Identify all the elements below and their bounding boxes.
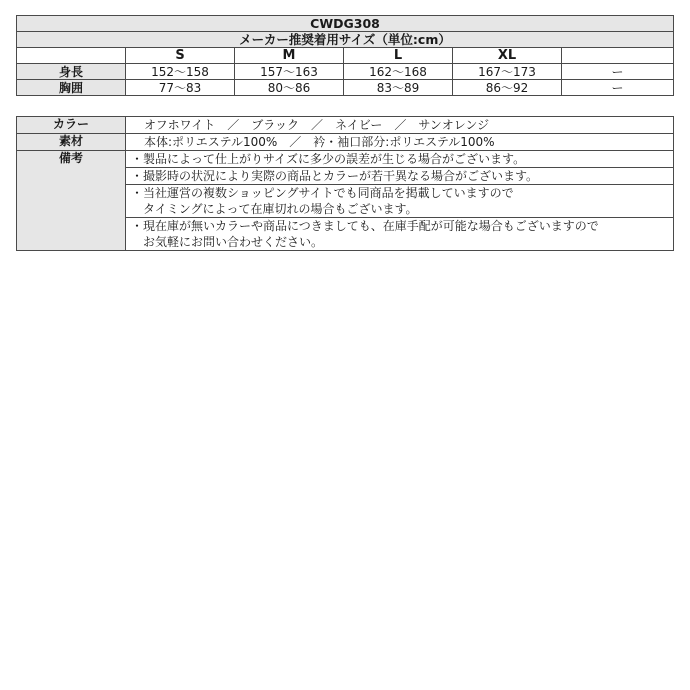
chest-label: 胸囲 [17,80,126,96]
height-m: 157～163 [235,64,344,80]
note-3 [126,185,674,218]
note-row-1 [17,151,674,168]
size-header-l: L [344,48,453,64]
size-header-xl: XL [453,48,562,64]
chest-extra: ー [562,80,674,96]
corner-cell [17,48,126,64]
chest-s: 77～83 [126,80,235,96]
material-row [17,134,674,151]
chest-m: 80～86 [235,80,344,96]
height-s: 152～158 [126,64,235,80]
note-3-line-1: ・当社運営の複数ショッピングサイトでも同商品を掲載していますので [131,186,514,200]
notes-label: 備考 [17,151,126,251]
height-label: 身長 [17,64,126,80]
chest-xl: 86～92 [453,80,562,96]
note-4-line-2: お気軽にお問い合わせください。 [143,235,324,249]
size-header-m: M [235,48,344,64]
note-4 [126,218,674,251]
model-number: CWDG308 [17,16,674,32]
height-extra: ー [562,64,674,80]
color-value: オフホワイト ／ ブラック ／ ネイビー ／ サンオレンジ [126,117,674,134]
size-header-s: S [126,48,235,64]
color-row [17,117,674,134]
height-row [17,64,674,80]
note-1 [126,151,674,168]
note-3-line-2: タイミングによって在庫切れの場合もございます。 [143,202,418,216]
material-label: 素材 [17,134,126,151]
height-xl: 167～173 [453,64,562,80]
chest-l: 83～89 [344,80,453,96]
color-label: カラー [17,117,126,134]
chest-row [17,80,674,96]
note-2-line-1: ・撮影時の状況により実際の商品とカラーが若干異なる場合がございます。 [131,169,539,183]
note-4-line-1: ・現在庫が無いカラーや商品につきましても、在庫手配が可能な場合もございますので [131,219,599,233]
height-l: 162～168 [344,64,453,80]
note-1-line-1: ・製品によって仕上がりサイズに多少の誤差が生じる場合がございます。 [131,152,526,166]
size-chart-subtitle: メーカー推奨着用サイズ（単位:cm） [17,32,674,48]
size-header-blank [562,48,674,64]
size-chart-table [16,15,674,96]
material-value: 本体:ポリエステル100% ／ 衿・袖口部分:ポリエステル100% [126,134,674,151]
product-info-table [16,116,674,251]
note-2 [126,168,674,185]
